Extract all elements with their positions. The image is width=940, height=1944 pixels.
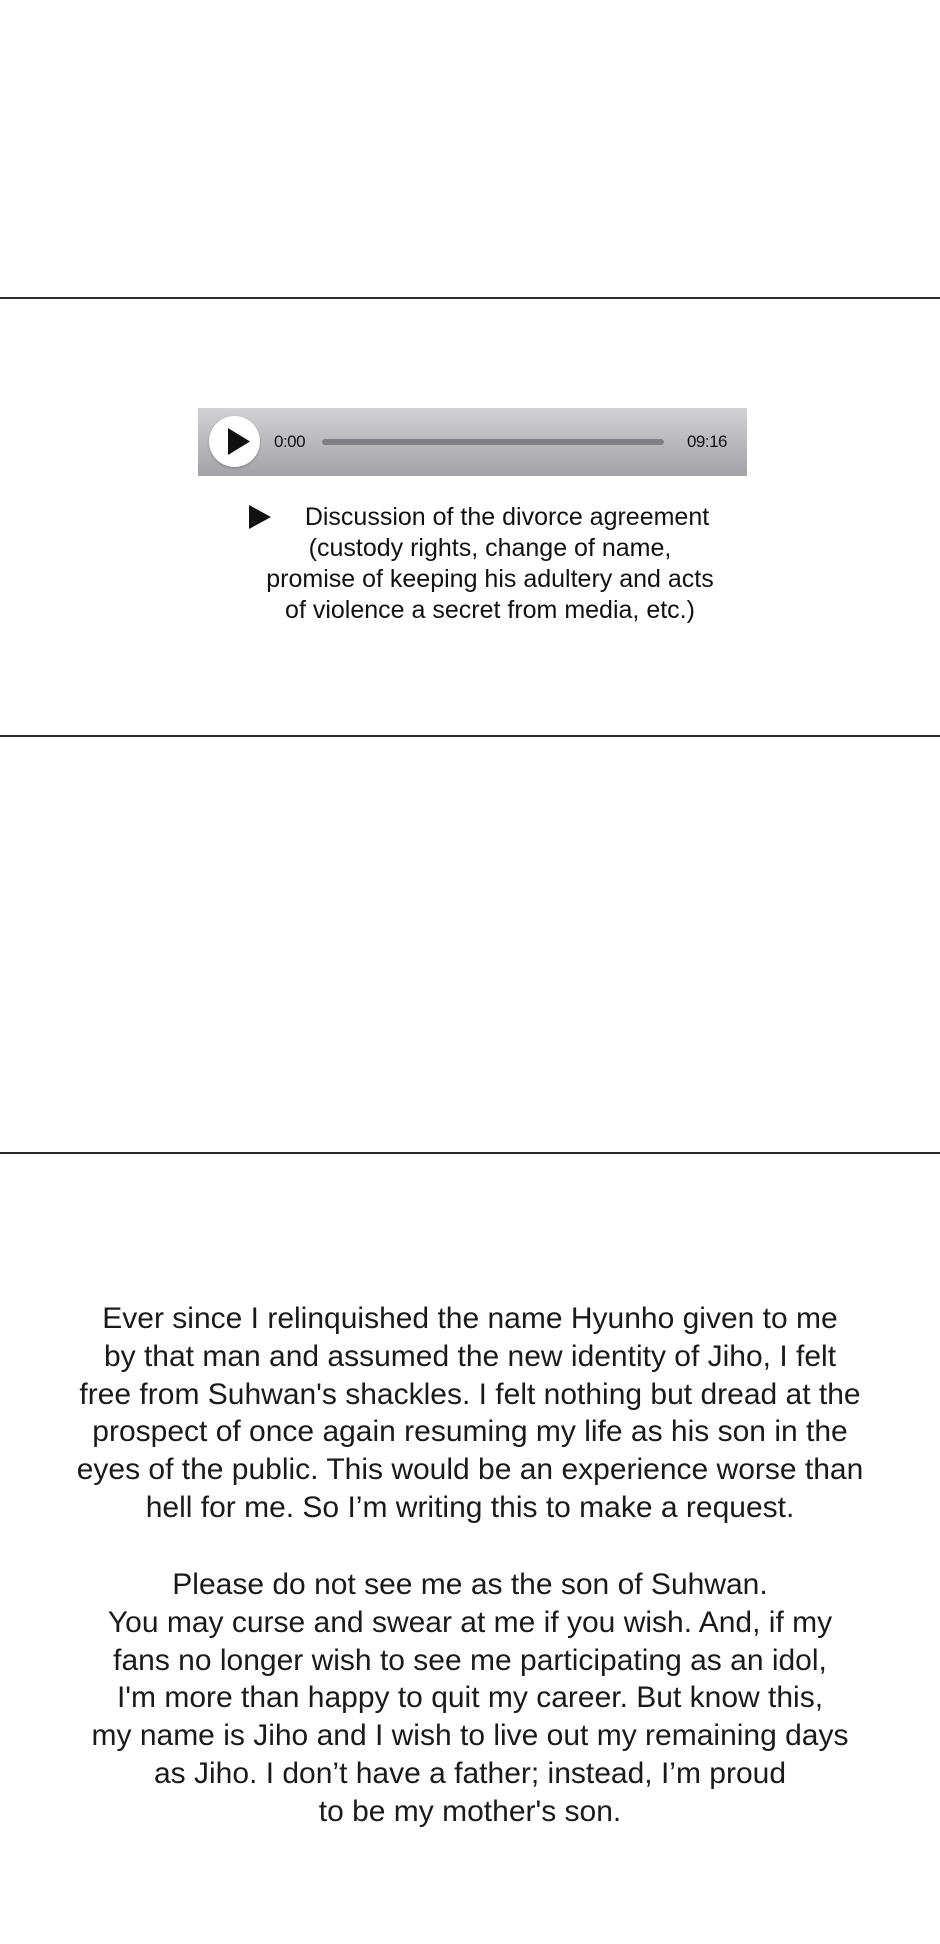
play-icon: [209, 416, 260, 467]
audio-player: [198, 408, 747, 476]
text-line: prospect of once again resuming my life as his son in the: [92, 1415, 848, 1449]
text-line: I'm more than happy to quit my career. But know this,: [116, 1681, 824, 1715]
caption-line: (custody rights, change of name,: [308, 534, 672, 562]
text-line: to be my mother's son.: [318, 1794, 622, 1828]
letter-paragraph-2: [20, 1566, 920, 1831]
text-line: Ever since I relinquished the name Hyunho given to me: [102, 1302, 838, 1335]
panel-divider: [0, 1152, 940, 1154]
text-line: as Jiho. I don’t have a father; instead, I’m proud: [153, 1756, 787, 1790]
total-time: 09:16: [686, 432, 727, 451]
panel-divider: [0, 735, 940, 737]
text-line: free from Suhwan's shackles. I felt nothing but dread at the: [79, 1377, 861, 1411]
text-line: Please do not see me as the son of Suhwan.: [172, 1568, 768, 1601]
caption-line: of violence a secret from media, etc.): [285, 596, 695, 624]
text-line: my name is Jiho and I wish to live out my remaining days: [91, 1719, 849, 1753]
text-line: by that man and assumed the new identity of Jiho, I felt: [103, 1339, 837, 1373]
current-time: 0:00: [274, 432, 306, 451]
text-line: fans no longer wish to see me participating as an idol,: [113, 1643, 827, 1677]
caption-line: promise of keeping his adultery and acts: [266, 565, 714, 593]
text-line: You may curse and swear at me if you wish. And, if my: [107, 1605, 833, 1639]
text-line: eyes of the public. This would be an experience worse than: [76, 1453, 864, 1487]
panel-divider: [0, 297, 940, 299]
progress-bar[interactable]: [322, 439, 664, 445]
caption-line: Discussion of the divorce agreement: [304, 503, 710, 531]
letter-paragraph-1: [20, 1300, 920, 1527]
audio-caption: [240, 502, 740, 632]
play-button[interactable]: [209, 416, 260, 467]
text-line: hell for me. So I’m writing this to make a request.: [145, 1490, 795, 1524]
